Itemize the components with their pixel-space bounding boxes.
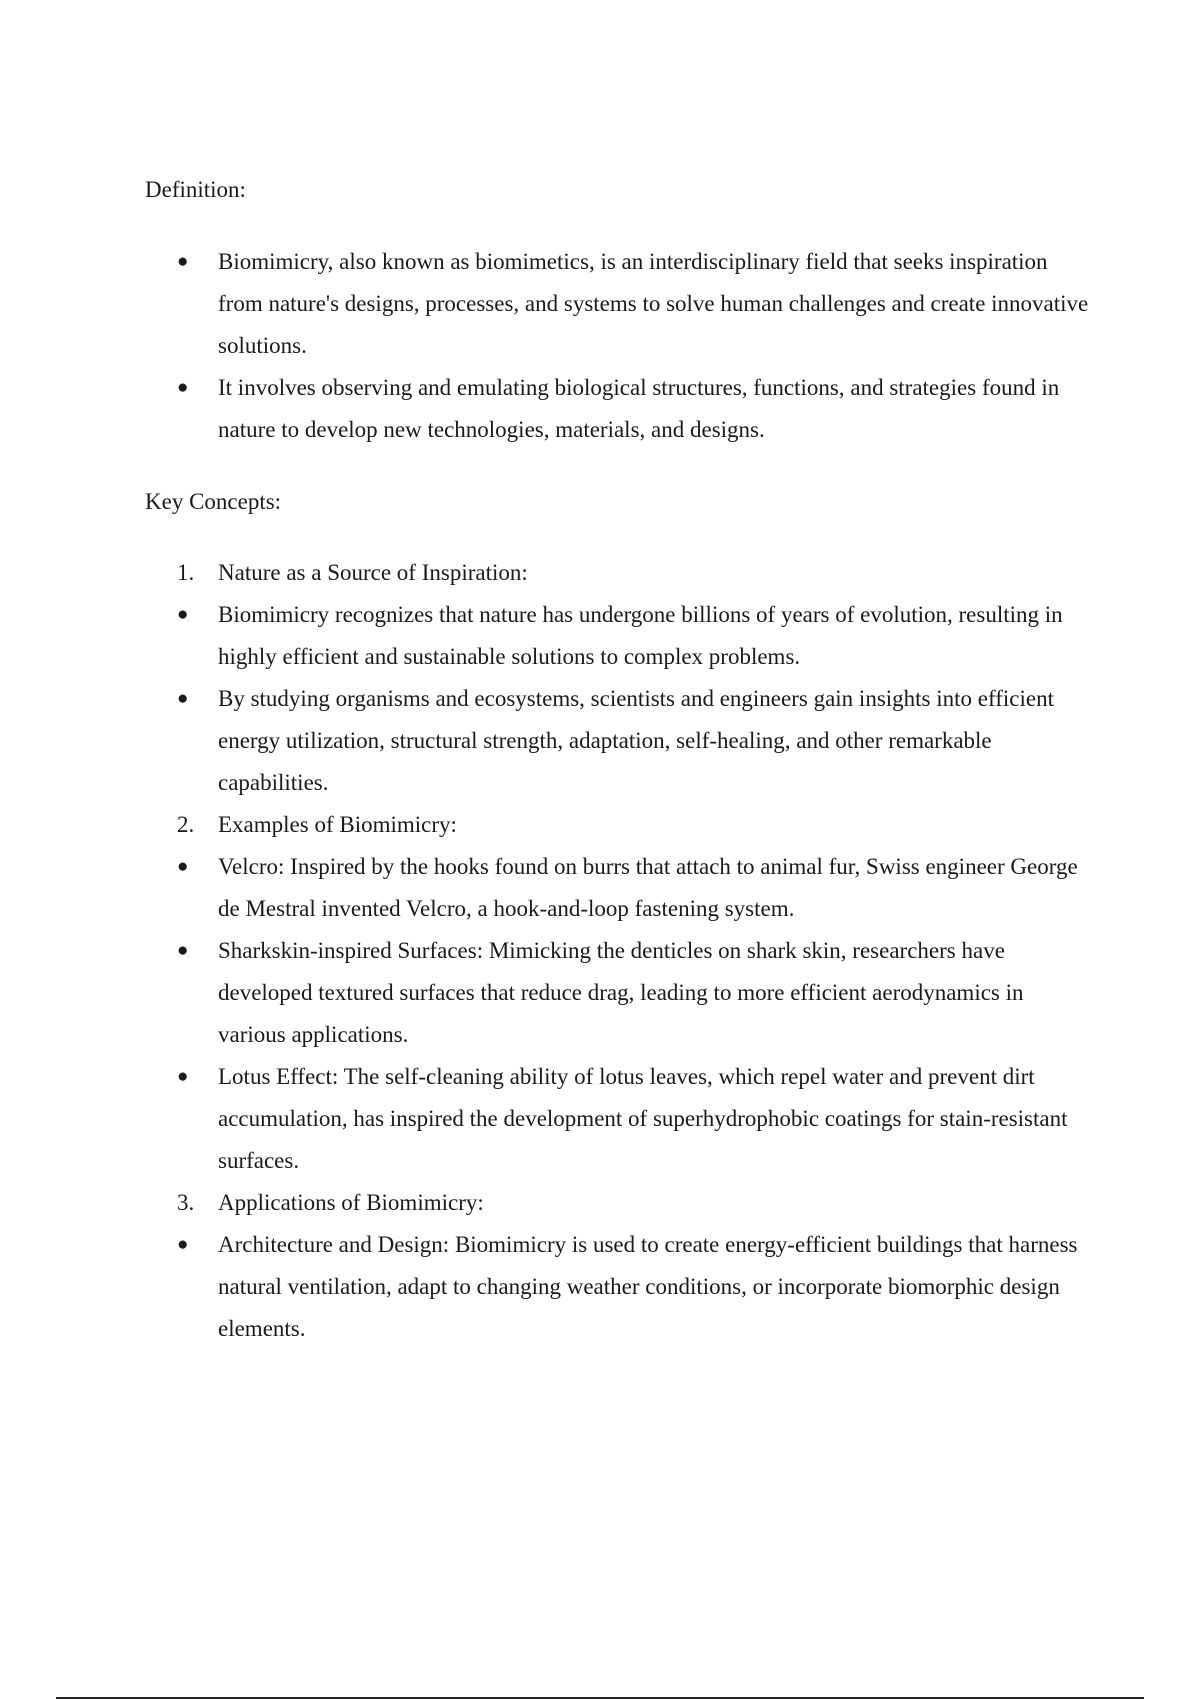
list-item-text: Applications of Biomimicry: <box>218 1190 484 1215</box>
bullet-marker: ● <box>177 1066 189 1087</box>
bullet-marker: ● <box>177 940 189 961</box>
numbered-item <box>145 552 1095 594</box>
list-item-text: Nature as a Source of Inspiration: <box>218 560 528 585</box>
list-item-text: Examples of Biomimicry: <box>218 812 457 837</box>
list-item <box>145 367 1095 451</box>
bullet-marker: ● <box>177 251 189 272</box>
page-bottom-rule <box>56 1697 1144 1699</box>
bullet-marker: ● <box>177 604 189 625</box>
list-item-text: Biomimicry recognizes that nature has undergone billions of years of evolution, resulting in highly efficient and sustainable solutions to complex problems. <box>218 602 1063 669</box>
definition-list <box>145 241 1095 451</box>
list-item <box>145 678 1095 804</box>
list-item-text: Velcro: Inspired by the hooks found on burrs that attach to animal fur, Swiss engineer George de Mestral invented Velcro, a hook-and-loop fastening system. <box>218 854 1078 921</box>
numbered-item <box>145 1182 1095 1224</box>
list-item-text: Sharkskin-inspired Surfaces: Mimicking the denticles on shark skin, researchers have developed textured surfaces that reduce drag, leading to more efficient aerodynamics in various applications. <box>218 938 1024 1047</box>
list-item <box>145 241 1095 367</box>
list-item <box>145 846 1095 930</box>
bullet-marker: ● <box>177 1234 189 1255</box>
list-item-text: Lotus Effect: The self-cleaning ability of lotus leaves, which repel water and prevent dirt accumulation, has inspired the development of superhydrophobic coatings for stain-resistant surfaces. <box>218 1064 1068 1173</box>
list-item-text: Architecture and Design: Biomimicry is used to create energy-efficient buildings that harness natural ventilation, adapt to changing weather conditions, or incorporate biomorphic design elements. <box>218 1232 1078 1341</box>
list-item <box>145 1056 1095 1182</box>
numbered-item <box>145 804 1095 846</box>
list-item-text: It involves observing and emulating biological structures, functions, and strategies found in nature to develop new technologies, materials, and designs. <box>218 375 1060 442</box>
definition-heading: Definition: <box>145 177 246 202</box>
list-item-text: By studying organisms and ecosystems, scientists and engineers gain insights into efficient energy utilization, structural strength, adaptation, self-healing, and other remarkable capabilities. <box>218 686 1054 795</box>
list-item-text: Biomimicry, also known as biomimetics, is an interdisciplinary field that seeks inspiration from nature's designs, processes, and systems to solve human challenges and create innovative solutions. <box>218 249 1089 358</box>
bullet-marker: ● <box>177 856 189 877</box>
bullet-marker: ● <box>177 377 189 398</box>
number-marker: 1. <box>177 560 195 585</box>
key-concepts-list <box>145 552 1095 1350</box>
key-concepts-heading: Key Concepts: <box>145 489 282 514</box>
bullet-marker: ● <box>177 688 189 709</box>
number-marker: 2. <box>177 812 195 837</box>
list-item <box>145 1224 1095 1350</box>
list-item <box>145 594 1095 678</box>
list-item <box>145 930 1095 1056</box>
number-marker: 3. <box>177 1190 195 1215</box>
